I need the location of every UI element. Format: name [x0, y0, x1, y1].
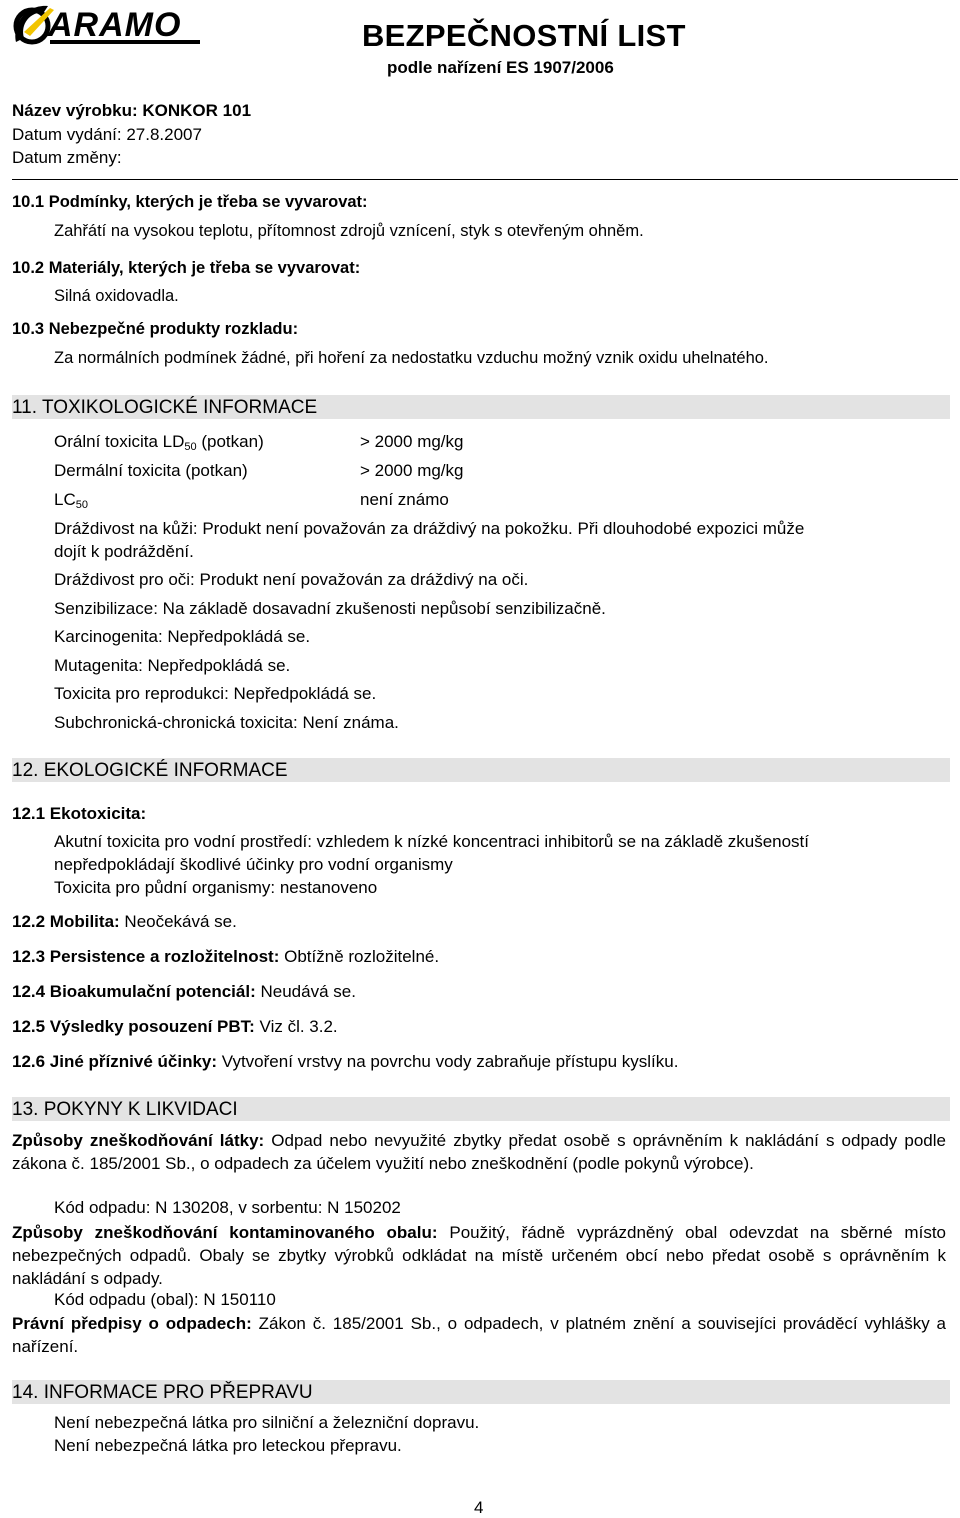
paramo-logo-graphic: [10, 2, 210, 50]
lc50-label: $LC_{50}$: [54, 490, 88, 511]
oral-toxicity-label: Orální toxicita $LD_{50}$ (potkan): [54, 432, 264, 453]
section-13-band: [12, 1097, 950, 1121]
section-12-6: 12.6 Jiné příznivé účinky: Vytvoření vrstvy na povrchu vody zabraňuje přístupu kyslíku.: [12, 1052, 679, 1071]
sensitization: Senzibilizace: Na základě dosavadní zkušenosti nepůsobí senzibilizačně.: [54, 599, 606, 618]
section-14-band: [12, 1380, 950, 1404]
section-10-2-heading: 10.2 Materiály, kterých je třeba se vyvarovat:: [12, 259, 361, 277]
section-12-2: 12.2 Mobilita: Neočekává se.: [12, 912, 237, 931]
ecotox-line-1: Akutní toxicita pro vodní prostředí: vzhledem k nízké koncentraci inhibitorů se na základě zkušeností: [54, 832, 810, 851]
section-12-heading: 12. EKOLOGICKÉ INFORMACE: [12, 760, 288, 781]
packaging-waste-code: Kód odpadu (obal): N 150110: [54, 1290, 276, 1309]
section-10-2-text: Silná oxidovadla.: [54, 287, 179, 305]
section-12-3: 12.3 Persistence a rozložitelnost: Obtížně rozložitelné.: [12, 947, 440, 966]
waste-legislation: Právní předpisy o odpadech: Zákon č. 185/2001 Sb., o odpadech, v platném znění a souvisejíci prováděcí vyhlášky a nařízení.: [12, 1314, 947, 1356]
section-12-1-heading: 12.1 Ekotoxicita:: [12, 804, 147, 823]
reproductive-toxicity: Toxicita pro reprodukci: Nepředpokládá se.: [54, 684, 377, 703]
mutagenicity: Mutagenita: Nepředpokládá se.: [54, 656, 291, 675]
section-10-1-text: Zahřátí na vysokou teplotu, přítomnost zdrojů vznícení, styk s otevřeným ohněm.: [54, 222, 644, 240]
issue-date: Datum vydání: 27.8.2007: [12, 125, 202, 144]
section-12-band: [12, 758, 950, 782]
substance-disposal: Způsoby zneškodňování látky: Odpad nebo nevyužité zbytky předat osobě s oprávněním k nakládání s odpady podle zákona č. 185/2001 Sb., o odpadech za účelem využití nebo zneškodnění (podle pokynů výrobce).: [12, 1131, 946, 1173]
skin-irritation-line-2: dojít k podráždění.: [54, 542, 194, 561]
section-14-heading: 14. INFORMACE PRO PŘEPRAVU: [12, 1382, 313, 1403]
eye-irritation: Dráždivost pro oči: Produkt není považován za dráždivý na oči.: [54, 570, 529, 589]
change-date: Datum změny:: [12, 148, 122, 167]
substance-waste-code: Kód odpadu: N 130208, v sorbentu: N 150202: [54, 1198, 401, 1217]
section-12-5: 12.5 Výsledky posouzení PBT: Viz čl. 3.2.: [12, 1017, 338, 1036]
section-13-heading: 13. POKYNY K LIKVIDACI: [12, 1099, 238, 1120]
skin-irritation-line-1: Dráždivost na kůži: Produkt není považován za dráždivý na pokožku. Při dlouhodobé expozici může: [54, 519, 805, 538]
section-12-4: 12.4 Bioakumulační potenciál: Neudává se.: [12, 982, 356, 1001]
section-11-band: [12, 395, 950, 419]
section-10-3-text: Za normálních podmínek žádné, při hoření za nedostatku vzduchu možný vznik oxidu uhelnatého.: [54, 349, 769, 367]
ecotox-line-2: nepředpokládají škodlivé účinky pro vodní organismy: [54, 855, 453, 874]
dermal-toxicity-label: Dermální toxicita (potkan): [54, 461, 248, 480]
section-10-3-heading: 10.3 Nebezpečné produkty rozkladu:: [12, 320, 299, 338]
document-subtitle: podle nařízení ES 1907/2006: [387, 58, 614, 77]
transport-air: Není nebezpečná látka pro leteckou přepravu.: [54, 1436, 402, 1455]
dermal-toxicity-value: > 2000 mg/kg: [360, 461, 464, 480]
ecotox-line-3: Toxicita pro půdní organismy: nestanoveno: [54, 878, 378, 897]
document-title: BEZPEČNOSTNÍ LIST: [362, 18, 686, 53]
packaging-disposal: Způsoby zneškodňování kontaminovaného obalu: Použitý, řádně vyprázdněný obal odevzdat na sběrné místo nebezpečných odpadů. Obaly se zbytky výrobků odkládat na místě určeném obcí nebo předat osobě s oprávněním k nakládání s odpady.: [12, 1223, 946, 1288]
header-divider: [12, 179, 958, 180]
transport-road-rail: Není nebezpečná látka pro silniční a železniční dopravu.: [54, 1413, 480, 1432]
page-number: 4: [474, 1498, 484, 1517]
section-10-1-heading: 10.1 Podmínky, kterých je třeba se vyvarovat:: [12, 193, 368, 211]
section-11-heading: 11. TOXIKOLOGICKÉ INFORMACE: [12, 397, 318, 418]
carcinogenicity: Karcinogenita: Nepředpokládá se.: [54, 627, 311, 646]
product-name: Název výrobku: KONKOR 101: [12, 101, 252, 120]
chronic-toxicity: Subchronická-chronická toxicita: Není známa.: [54, 713, 399, 732]
oral-toxicity-value: > 2000 mg/kg: [360, 432, 464, 451]
lc50-value: není známo: [360, 490, 449, 509]
svg-text:ARAMO: ARAMO: [48, 6, 182, 44]
paramo-logo: [10, 2, 210, 50]
